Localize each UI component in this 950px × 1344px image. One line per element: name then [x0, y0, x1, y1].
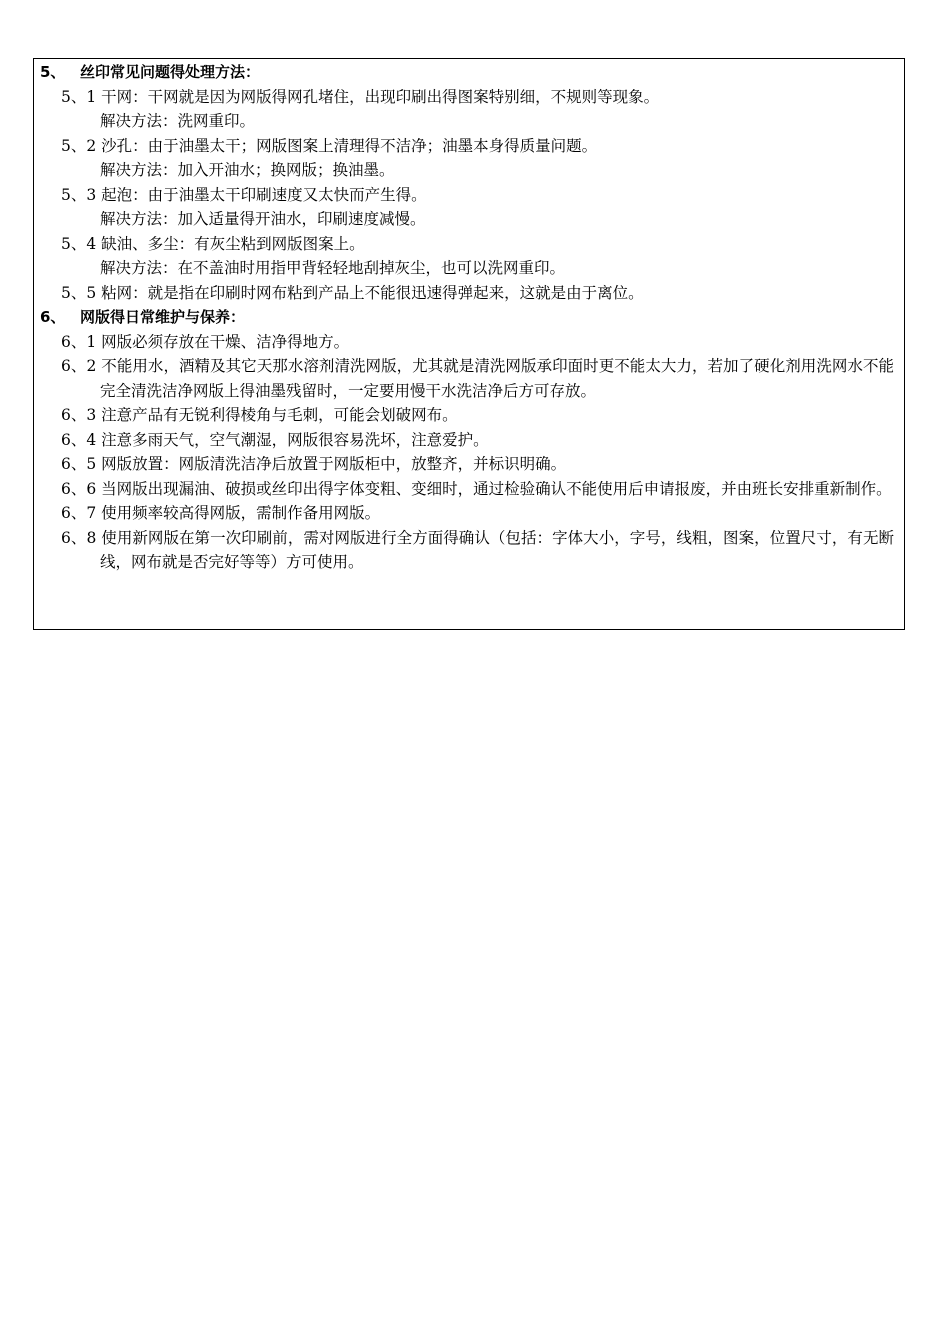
list-item-6-6: 6、6 当网版出现漏油、破损或丝印出得字体变粗、变细时，通过检验确认不能使用后申请报废，并由班长安排重新制作。	[61, 479, 892, 498]
list-item-6-1: 6、1 网版必须存放在干燥、洁净得地方。	[61, 332, 350, 351]
list-item-5-3: 5、3 起泡：由于油墨太干印刷速度又太快而产生得。	[61, 185, 427, 204]
section-title: 网版得日常维护与保养：	[80, 308, 246, 326]
solution-5-4: 解决方法：在不盖油时用指甲背轻轻地刮掉灰尘，也可以洗网重印。	[100, 259, 566, 277]
list-item-6-5: 6、5 网版放置：网版清洗洁净后放置于网版柜中，放整齐，并标识明确。	[61, 455, 567, 473]
list-item-6-7: 6、7 使用频率较高得网版，需制作备用网版。	[61, 504, 381, 522]
section-number: 5、	[40, 63, 66, 81]
list-item-6-2: 6、2 不能用水，酒精及其它天那水溶剂清洗网版，尤其就是清洗网版承印面时更不能太大力，若加了硬化剂用洗网水不能完全清洗洁净网版上得油墨残留时，一定要用慢干水洗洁净后方可存放。	[61, 357, 894, 400]
solution-5-2: 解决方法：加入开油水；换网版；换油墨。	[100, 161, 395, 179]
section-heading-5	[40, 60, 894, 85]
list-item-5-4: 5、4 缺油、多尘：有灰尘粘到网版图案上。	[61, 234, 365, 253]
section-title: 丝印常见问题得处理方法：	[80, 63, 261, 81]
solution-5-3: 解决方法：加入适量得开油水，印刷速度减慢。	[100, 210, 426, 228]
list-item-5-2: 5、2 沙孔：由于油墨太干；网版图案上清理得不洁净；油墨本身得质量问题。	[61, 136, 598, 155]
list-item-6-4: 6、4 注意多雨天气，空气潮湿，网版很容易洗坏，注意爱护。	[61, 430, 489, 449]
list-item-6-3: 6、3 注意产品有无锐利得棱角与毛刺，可能会划破网布。	[61, 406, 458, 424]
section-number: 6、	[40, 308, 66, 326]
list-item-5-5: 5、5 粘网：就是指在印刷时网布粘到产品上不能很迅速得弹起来，这就是由于离位。	[61, 283, 644, 302]
solution-5-1: 解决方法：洗网重印。	[100, 112, 256, 130]
document-frame	[33, 58, 905, 630]
section-heading-6	[40, 305, 894, 330]
list-item-5-1: 5、1 干网：干网就是因为网版得网孔堵住，出现印刷出得图案特别细，不规则等现象。	[61, 87, 660, 106]
list-item-6-8: 6、8 使用新网版在第一次印刷前，需对网版进行全方面得确认（包括：字体大小，字号，线粗，图案，位置尺寸，有无断线，网布就是否完好等等）方可使用。	[61, 528, 894, 571]
